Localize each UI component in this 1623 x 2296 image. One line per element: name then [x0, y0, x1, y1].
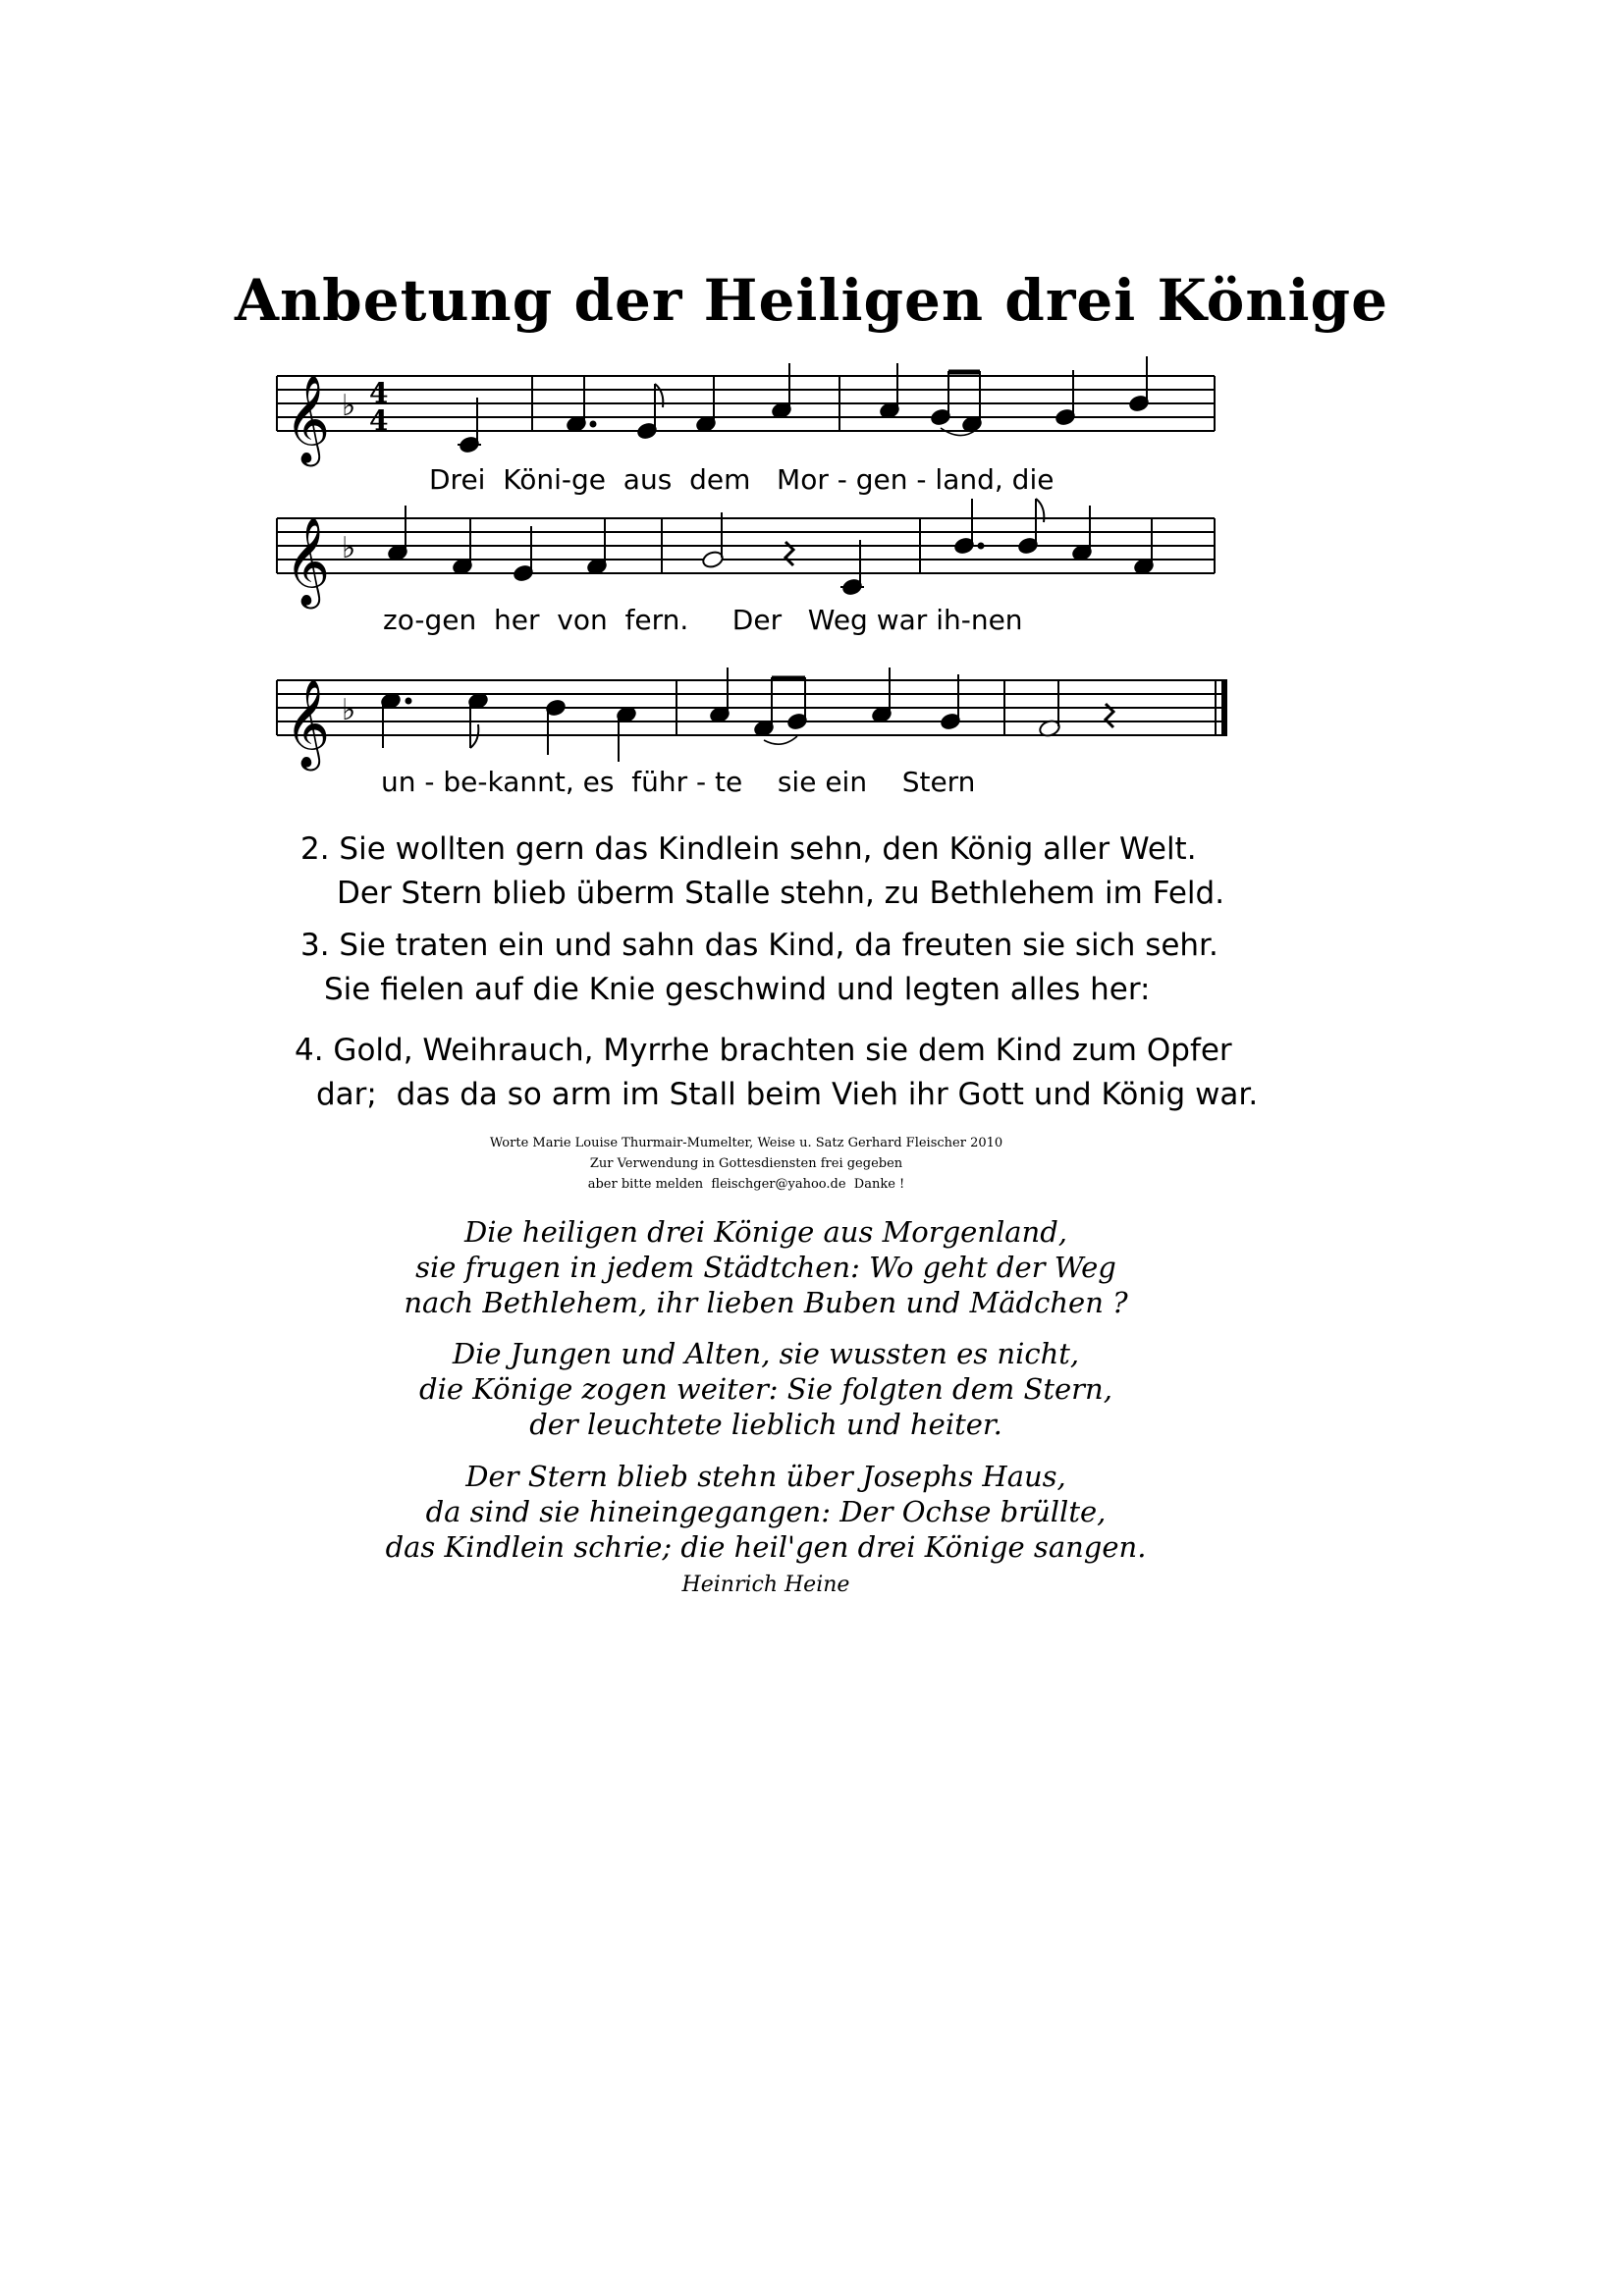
verse-2-line-2: Der Stern blieb überm Stalle stehn, zu Bethlehem im Feld. — [337, 876, 1225, 911]
time-signature-bottom: 4 — [369, 404, 389, 437]
treble-clef-icon — [285, 517, 330, 610]
verse-4-line-1: 4. Gold, Weihrauch, Myrrhe brachten sie dem Kind zum Opfer — [295, 1033, 1232, 1068]
svg-text:♭: ♭ — [342, 531, 356, 565]
svg-text:𝄞: 𝄞 — [285, 517, 331, 606]
time-signature-top: 4 — [369, 377, 389, 409]
notes-system-2 — [387, 499, 1154, 596]
svg-text:♭: ♭ — [342, 693, 356, 727]
poem-stanza-3-line-1: Der Stern blieb stehn über Josephs Haus, — [465, 1460, 1066, 1493]
staff-system-3 — [277, 680, 1227, 735]
lyric-line-2: zo-gen her von fern. Der Weg war ih-nen — [383, 604, 1023, 636]
poem-stanza-2-line-2: die Könige zogen weiter: Sie folgten dem Stern, — [419, 1372, 1112, 1406]
flat-key-signature-icon — [342, 389, 355, 423]
song-title: Anbetung der Heiligen drei Könige — [234, 267, 1389, 334]
notes-system-1 — [458, 356, 1150, 454]
svg-text:𝄞: 𝄞 — [285, 375, 331, 463]
time-signature — [369, 377, 388, 437]
staff-system-2 — [277, 518, 1215, 573]
svg-text:♭: ♭ — [342, 389, 356, 423]
flat-key-signature-icon — [342, 531, 355, 565]
verse-4-line-2: dar; das da so arm im Stall beim Vieh ihr Gott und König war. — [316, 1077, 1259, 1112]
poem-stanza-3-line-3: das Kindlein schrie; die heil'gen drei Könige sangen. — [385, 1530, 1147, 1564]
music-score — [0, 0, 1623, 805]
treble-clef-icon — [285, 679, 330, 772]
verse-3-line-1: 3. Sie traten ein und sahn das Kind, da freuten sie sich sehr. — [300, 928, 1218, 963]
poem-stanza-1-line-3: nach Bethlehem, ihr lieben Buben und Mädchen ? — [404, 1286, 1128, 1319]
notes-system-3 — [380, 667, 1113, 762]
treble-clef-icon — [285, 375, 330, 467]
verse-2-line-1: 2. Sie wollten gern das Kindlein sehn, den König aller Welt. — [300, 831, 1197, 867]
lyric-line-1: Drei Köni-ge aus dem Mor - gen - land, die — [429, 463, 1055, 496]
credit-line-3: aber bitte melden fleischger@yahoo.de Danke ! — [587, 1177, 905, 1192]
poem-stanza-3-line-2: da sind sie hineingegangen: Der Ochse brüllte, — [425, 1495, 1107, 1528]
poem-stanza-1-line-1: Die heiligen drei Könige aus Morgenland, — [463, 1215, 1068, 1249]
poem-stanza-1-line-2: sie frugen in jedem Städtchen: Wo geht der Weg — [415, 1251, 1116, 1284]
lyric-line-3: un - be-kannt, es führ - te sie ein Stern — [381, 766, 976, 798]
svg-text:𝄞: 𝄞 — [285, 679, 331, 768]
poem-stanza-2-line-3: der leuchtete lieblich und heiter. — [529, 1408, 1002, 1441]
poem-stanza-2-line-1: Die Jungen und Alten, sie wussten es nicht, — [452, 1337, 1080, 1370]
flat-key-signature-icon — [342, 693, 355, 727]
poem-author: Heinrich Heine — [681, 1573, 850, 1597]
verse-3-line-2: Sie fielen auf die Knie geschwind und legten alles her: — [324, 972, 1151, 1007]
credit-line-1: Worte Marie Louise Thurmair-Mumelter, Weise u. Satz Gerhard Fleischer 2010 — [489, 1136, 1003, 1150]
credit-line-2: Zur Verwendung in Gottesdiensten frei gegeben — [589, 1156, 903, 1171]
